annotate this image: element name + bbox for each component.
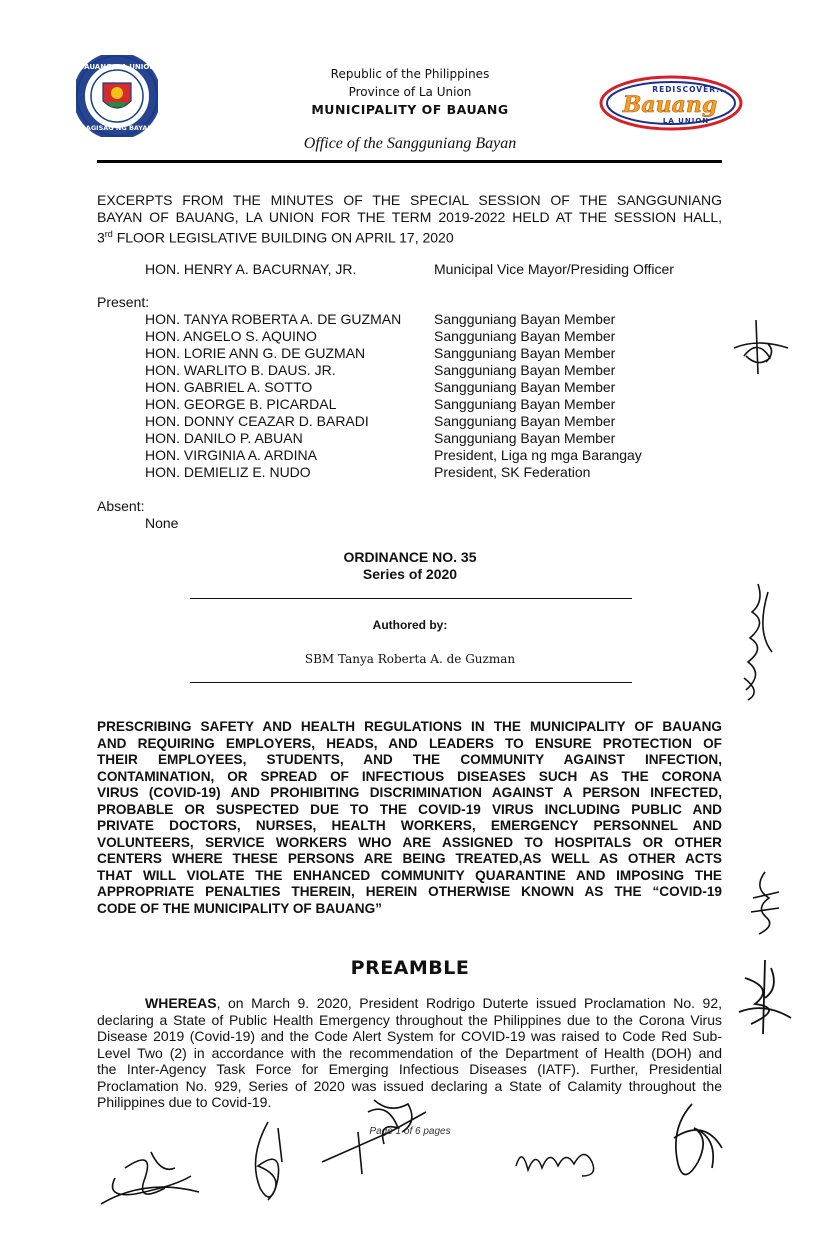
member-position: President, Liga ng mga Barangay <box>434 447 642 463</box>
title-line: APPROPRIATE PENALTIES THEREIN, HEREIN OTHERWISE KNOWN AS THE “COVID-19 <box>97 884 722 899</box>
member-position: Sangguniang Bayan Member <box>434 379 616 395</box>
excerpt-line-3: 3rd FLOOR LEGISLATIVE BUILDING ON APRIL 17, 2020 <box>97 229 454 246</box>
ordinance-series: Series of 2020 <box>362 566 458 582</box>
signature-margin-2 <box>738 582 778 702</box>
presiding-position: Municipal Vice Mayor/Presiding Officer <box>434 261 674 277</box>
member-name: HON. TANYA ROBERTA A. DE GUZMAN <box>145 311 402 327</box>
whereas-line: Proclamation No. 929, Series of 2020 was issued declaring a State of Calamity throughout the <box>97 1077 722 1094</box>
whereas-line: Disease 2019 (Covid-19) and the Code Alert System for COVID-19 was raised to Code Red Sub- <box>97 1028 722 1044</box>
svg-text:LA UNION: LA UNION <box>662 117 710 125</box>
ordinance-number: ORDINANCE NO. 35 <box>343 549 477 565</box>
member-position: President, SK Federation <box>434 464 591 480</box>
title-line: PRIVATE DOCTORS, NURSES, HEALTH WORKERS, EMERGENCY PERSONNEL AND <box>97 818 722 833</box>
ordinance-title <box>97 719 722 917</box>
member-position: Sangguniang Bayan Member <box>434 396 616 412</box>
title-line: CENTERS WHERE THESE PERSONS ARE BEING TREATED,AS WELL AS OTHER ACTS <box>97 851 722 866</box>
member-name: HON. GEORGE B. PICARDAL <box>145 396 337 412</box>
member-name: HON. ANGELO S. AQUINO <box>145 328 317 344</box>
member-name: HON. WARLITO B. DAUS. JR. <box>145 362 336 378</box>
member-position: Sangguniang Bayan Member <box>434 328 616 344</box>
header-rule <box>97 160 722 163</box>
absent-value: None <box>145 515 179 531</box>
header-office: Office of the Sangguniang Bayan <box>303 135 517 152</box>
signature-margin-4 <box>735 958 795 1036</box>
title-line: VOLUNTEERS, SERVICE WORKERS WHO ARE ASSIGNED TO HOSPITALS OR OTHER <box>97 834 722 850</box>
svg-text:SAGISAG NG BAYAN: SAGISAG NG BAYAN <box>81 124 153 132</box>
member-position: Sangguniang Bayan Member <box>434 362 616 378</box>
author-name: SBM Tanya Roberta A. de Guzman <box>304 652 516 666</box>
header-municipality: MUNICIPALITY OF BAUANG <box>311 102 509 117</box>
member-position: Sangguniang Bayan Member <box>434 345 616 361</box>
member-name: HON. GABRIEL A. SOTTO <box>145 379 313 395</box>
title-line: PRESCRIBING SAFETY AND HEALTH REGULATIONS IN THE MUNICIPALITY OF BAUANG <box>97 719 722 734</box>
excerpt-line-2: BAYAN OF BAUANG, LA UNION FOR THE TERM 2019-2022 HELD AT THE SESSION HALL, <box>97 209 722 225</box>
title-line: CONTAMINATION, OR SPREAD OF INFECTIOUS DISEASES SUCH AS THE CORONA <box>97 768 722 784</box>
page-number: Page 1 of 6 pages <box>369 1126 451 1137</box>
whereas-lead: WHEREAS <box>145 995 217 1011</box>
signature-margin-1 <box>728 318 792 376</box>
title-line: THAT WILL VIOLATE THE ENHANCED COMMUNITY QUARANTINE AND IMPOSING THE <box>97 867 722 883</box>
header-republic: Republic of the Philippines <box>330 67 490 81</box>
whereas-line: the Inter-Agency Task Force for Emerging Infectious Diseases (IATF). Further, Presidential <box>97 1061 722 1077</box>
excerpt-line-1: EXCERPTS FROM THE MINUTES OF THE SPECIAL SESSION OF THE SANGGUNIANG <box>97 192 722 208</box>
member-name: HON. DONNY CEAZAR D. BARADI <box>145 413 369 429</box>
header-province: Province of La Union <box>348 85 472 99</box>
divider-top <box>190 598 632 599</box>
signature-bottom-2 <box>238 1118 298 1214</box>
svg-text:BAUANG, LA UNION: BAUANG, LA UNION <box>78 63 156 71</box>
signature-margin-3 <box>745 868 785 938</box>
absent-label: Absent: <box>97 498 145 514</box>
member-name: HON. DANILO P. ABUAN <box>145 430 303 446</box>
title-line: CODE OF THE MUNICIPALITY OF BAUANG” <box>97 900 382 916</box>
member-name: HON. DEMIELIZ E. NUDO <box>145 464 311 480</box>
title-line: VIRUS (COVID-19) AND PROHIBITING DISCRIMINATION AGAINST A PERSON INFECTED, <box>97 785 722 800</box>
member-position: Sangguniang Bayan Member <box>434 413 616 429</box>
signature-bottom-3 <box>318 1092 433 1176</box>
member-position: Sangguniang Bayan Member <box>434 430 616 446</box>
title-line: AND REQUIRING EMPLOYERS, HEADS, AND LEADERS TO ENSURE PROTECTION OF <box>97 735 722 751</box>
whereas-first-line: WHEREAS, on March 9. 2020, President Rodrigo Duterte issued Proclamation No. 92, <box>145 995 722 1011</box>
divider-bottom <box>190 682 632 683</box>
preamble-heading: PREAMBLE <box>350 957 470 979</box>
title-line: PROBABLE OR SUSPECTED DUE TO THE COVID-19 VIRUS INCLUDING PUBLIC AND <box>97 801 722 817</box>
title-line: THEIR EMPLOYEES, STUDENTS, AND THE COMMUNITY AGAINST INFECTION, <box>97 752 722 767</box>
whereas-line: Philippines due to Covid-19. <box>97 1094 272 1110</box>
signature-bottom-5 <box>664 1098 728 1190</box>
member-position: Sangguniang Bayan Member <box>434 311 616 327</box>
svg-text:REDISCOVER...: REDISCOVER... <box>652 85 728 94</box>
svg-text:Bauang: Bauang <box>622 92 718 118</box>
signature-bottom-4 <box>512 1136 604 1182</box>
member-name: HON. LORIE ANN G. DE GUZMAN <box>145 345 366 361</box>
presiding-name: HON. HENRY A. BACURNAY, JR. <box>145 261 357 277</box>
rediscover-bauang-logo <box>598 72 744 132</box>
present-label: Present: <box>97 294 150 310</box>
whereas-line: declaring a State of Public Health Emergency throughout the Philippines due to the Corona Virus <box>97 1011 722 1028</box>
whereas-line: Level Two (2) in accordance with the recommendation of the Department of Health (DOH) and <box>97 1044 722 1061</box>
authored-label: Authored by: <box>372 618 448 632</box>
member-name: HON. VIRGINIA A. ARDINA <box>145 447 317 463</box>
signature-bottom-1 <box>95 1138 205 1210</box>
